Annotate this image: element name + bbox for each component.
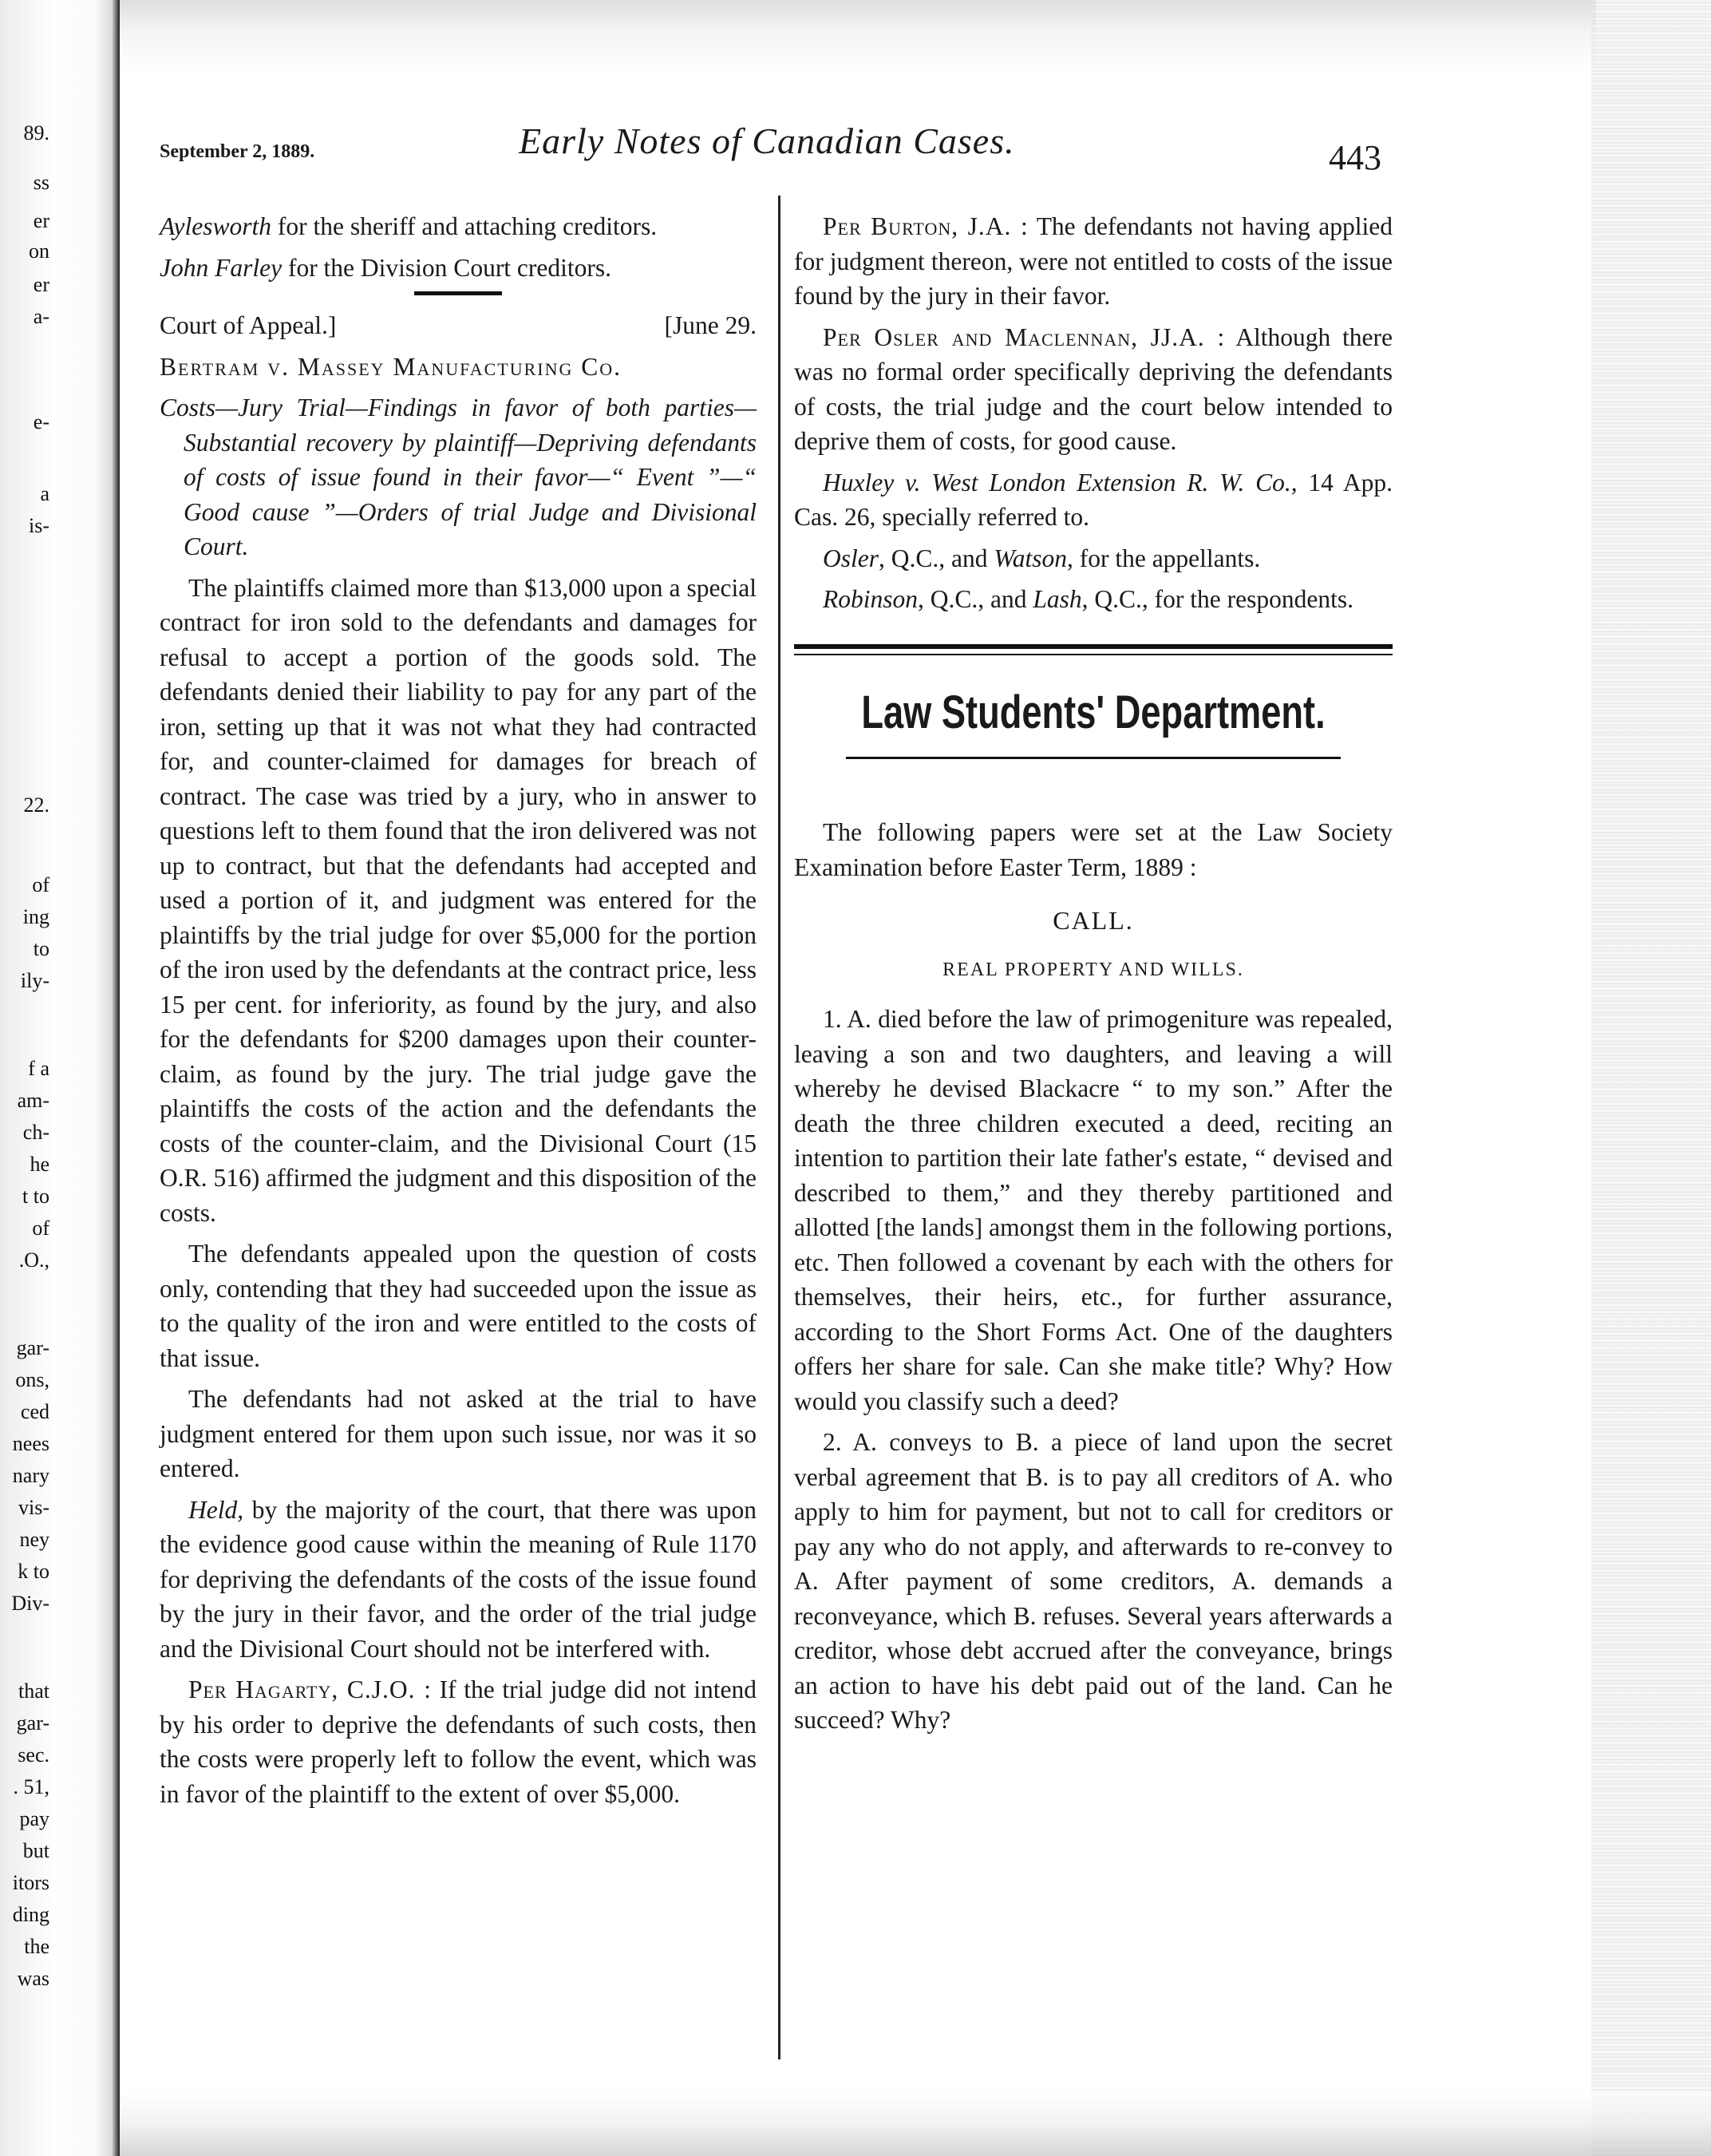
court-date: [June 29. [664, 311, 757, 339]
heading-rule [846, 757, 1341, 759]
running-title: Early Notes of Canadian Cases. [519, 121, 1015, 161]
gutter-fragment: er [33, 273, 49, 296]
call-heading: CALL. [1053, 906, 1134, 935]
page-number: 443 [1329, 138, 1381, 177]
gutter-fragment: . 51, [13, 1775, 49, 1798]
gutter-fragment: er [33, 209, 49, 232]
question: 2. A. conveys to B. a piece of land upon the secret verbal agreement that B. is to pay all creditors of A. who apply to him for payment, but not to call for creditors or pay any who do not apply, and afterwards to re-convey to A. After payment of some creditors, A. demands a reconveyance, which B. refuses. Several years afterwards a creditor, whose debt accrued after the conveyance, brings an action to have his debt paid out of the land. Can he succeed? Why? [794, 1428, 1393, 1734]
page-edge-right [1591, 0, 1711, 2156]
gutter-fragment: e- [33, 410, 49, 433]
gutter-fragment: that [18, 1679, 49, 1703]
gutter-fragment: itors [12, 1871, 49, 1894]
gutter-fragment: gar- [16, 1711, 49, 1735]
paragraph: The defendants had not asked at the trial to have judgment entered for them upon such issue, nor was it so entered. [160, 1385, 757, 1482]
counsel-line: Robinson, Q.C., and Lash, Q.C., for the respondents. [823, 585, 1353, 613]
gutter-fragment: he [30, 1153, 49, 1176]
gutter-fragment: ced [20, 1400, 49, 1423]
gutter-fragment: the [24, 1935, 49, 1958]
section-rule [414, 291, 502, 295]
gutter-fragment: k to [18, 1560, 49, 1583]
gutter-fragment: to [33, 937, 49, 960]
gutter-fragment: ch- [22, 1121, 49, 1144]
gutter-fragment: pay [19, 1807, 49, 1830]
gutter-fragment: nees [12, 1432, 49, 1455]
gutter-fragment: 89. [23, 121, 49, 144]
department-heading: Law Students' Department. [861, 686, 1326, 738]
gutter-fragment: ney [19, 1528, 49, 1551]
gutter-fragment: vis- [18, 1496, 49, 1519]
left-column [160, 209, 757, 1818]
header-date: September 2, 1889. [160, 141, 315, 162]
citation: Huxley v. West London Extension R. W. Co., 14 App. Cas. 26, specially referred to. [794, 468, 1393, 531]
gutter-fragment: is- [29, 514, 49, 537]
gutter-fragment: f a [28, 1057, 49, 1080]
court-name: Court of Appeal.] [160, 311, 337, 339]
paragraph: The defendants appealed upon the question of costs only, contending that they had succeeded upon the issue as to the quality of the iron and were entitled to the costs of that issue. [160, 1240, 757, 1372]
gutter-fragment: of [32, 873, 49, 896]
case-title: Bertram v. Massey Manufacturing Co. [160, 352, 622, 381]
gutter-fragment: but [22, 1839, 49, 1862]
column-divider [778, 196, 780, 2059]
paragraph: Held, by the majority of the court, that there was upon the evidence good cause within the meaning of Rule 1170 for depriving the defendants of the costs of the issue found by the jury in their favor, and the order of the trial judge and the Divisional Court should not be interfered with. [160, 1495, 757, 1663]
paragraph: Per Burton, J.A. : The defendants not having applied for judgment thereon, were not entitled to costs of the issue found by the jury in their favor. [794, 212, 1393, 310]
page-edge-bottom [120, 2091, 1711, 2156]
gutter-fragment: ing [22, 905, 49, 928]
page-edge-top [120, 0, 1596, 72]
counsel-line: Aylesworth for the sheriff and attaching creditors. [160, 212, 658, 240]
gutter-fragment: am- [17, 1089, 49, 1112]
right-column [794, 209, 1393, 1744]
gutter-fragment: ons, [15, 1368, 49, 1391]
gutter-fragment: was [17, 1967, 49, 1990]
section-double-rule [794, 644, 1393, 655]
gutter-fragment: 22. [23, 793, 49, 817]
gutter-fragment: a [40, 482, 49, 505]
gutter-fragment: ily- [20, 969, 49, 992]
counsel-line: Osler, Q.C., and Watson, for the appellants. [823, 544, 1261, 572]
subject-heading: REAL PROPERTY AND WILLS. [942, 959, 1244, 980]
gutter-fragment: a- [33, 305, 49, 328]
gutter-fragment: of [32, 1216, 49, 1240]
gutter-fragment: Div- [11, 1592, 49, 1615]
gutter-fragment: on [29, 239, 49, 263]
paragraph: The plaintiffs claimed more than $13,000 upon a special contract for iron sold to the defendants and damages for refusal to accept a portion of the goods sold. The defendants denied their liability to pay for any part of the iron, setting up that it was not what they had contracted for, and counter-claimed for damages for breach of contract. The case was tried by a jury, who in answer to questions left to them found that the iron delivered was not up to contract, but that the defendants had accepted and used a portion of it, and judgment was entered for the plaintiffs by the trial judge for over $5,000 for the portion of the iron used by the defendants at the contract price, less 15 per cent. for inferiority, as found by the jury, and also for the defendants for $200 damages upon their counter-claim, as found by the jury. The trial judge gave the plaintiffs the costs of the action and the defendants the costs of the counter-claim, and the Divisional Court (15 O.R. 516) affirmed the judgment and this disposition of the costs. [160, 573, 757, 1227]
gutter-fragment: nary [12, 1464, 49, 1487]
paragraph: Per Hagarty, C.J.O. : If the trial judge did not intend by his order to deprive the defendants of such costs, then the costs were properly left to follow the event, which was in favor of the plaintiff to the extent of over $5,000. [160, 1675, 757, 1808]
gutter-fragment: .O., [18, 1248, 49, 1272]
question: 1. A. died before the law of primogeniture was repealed, leaving a son and two daughters, and leaving a will whereby he devised Blackacre “ to my son.” After the death the three children executed a deed, reciting an intention to partition their late father's estate, “ devised and described to them,” and they thereby partitioned and allotted [the lands] amongst them in the following portions, etc. Then followed a covenant by each with the others for themselves, their heirs, etc., for further assurance, according to the Short Forms Act. One of the daughters offers her share for sale. Can she make title? Why? How would you classify such a deed? [794, 1005, 1393, 1415]
intro-paragraph: The following papers were set at the Law Society Examination before Easter Term, 1889 : [794, 818, 1393, 881]
gutter-fragment: sec. [18, 1743, 49, 1766]
paragraph: Per Osler and Maclennan, JJ.A. : Although there was no formal order specifically depriving the defendants of costs, the trial judge and the court below intended to deprive them of costs, for good cause. [794, 322, 1393, 455]
gutter-fragment: gar- [16, 1336, 49, 1359]
headnote: Costs—Jury Trial—Findings in favor of both parties—Substantial recovery by plaintiff—Depriving defendants of costs of issue found in their favor—“ Event ”—“ Good cause ”—Orders of trial Judge and Divisional Court. [160, 394, 757, 560]
gutter-fragment: ding [12, 1903, 49, 1926]
court-line [160, 308, 757, 343]
gutter-fragment: ss [33, 171, 49, 194]
counsel-line: John Farley for the Division Court creditors. [160, 253, 612, 282]
gutter-fragment: t to [22, 1185, 49, 1208]
